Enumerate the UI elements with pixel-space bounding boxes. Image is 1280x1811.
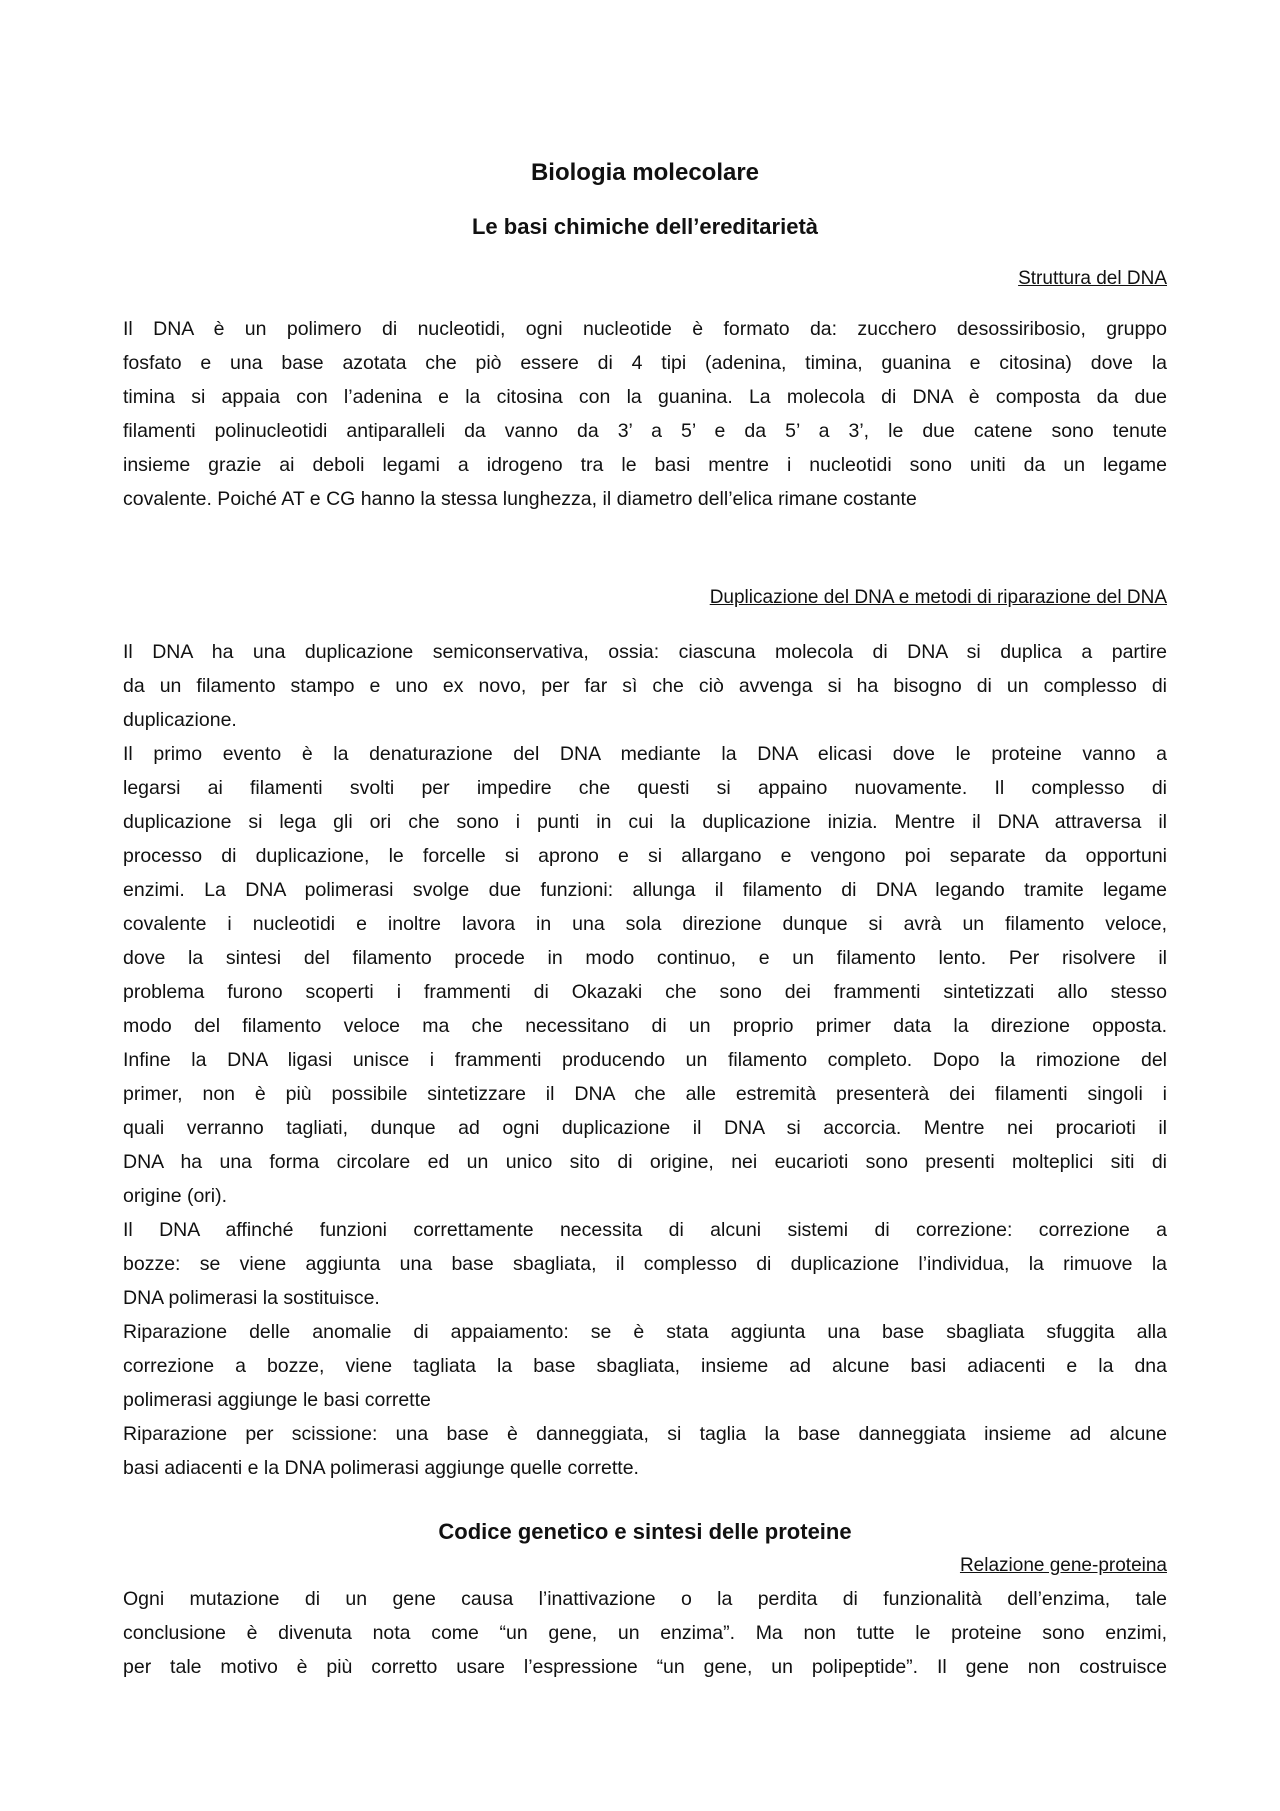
text-line: Il DNA affinché funzioni correttamente necessita di alcuni sistemi di correzione: correzione a [123, 1219, 1167, 1241]
text-line: insieme grazie ai deboli legami a idrogeno tra le basi mentre i nucleotidi sono uniti da un legame [123, 454, 1167, 476]
text-line: correzione a bozze, viene tagliata la base sbagliata, insieme ad alcune basi adiacenti e la dna [123, 1355, 1167, 1377]
text-line: fosfato e una base azotata che piò essere di 4 tipi (adenina, timina, guanina e citosina) dove la [123, 352, 1167, 374]
document-title: Biologia molecolare [530, 159, 760, 186]
text-line: duplicazione si lega gli ori che sono i punti in cui la duplicazione inizia. Mentre il DNA attraversa il [123, 811, 1167, 833]
paragraph-relazione [123, 1582, 1167, 1684]
section-heading-relazione [123, 1553, 1167, 1579]
text-line: Il DNA ha una duplicazione semiconservativa, ossia: ciascuna molecola di DNA si duplica a partire [123, 641, 1167, 663]
text-line: modo del filamento veloce ma che necessitano di un proprio primer data la direzione opposta. [123, 1015, 1167, 1037]
text-line: processo di duplicazione, le forcelle si aprono e si allargano e vengono poi separate da opportuni [123, 845, 1167, 867]
text-line: Riparazione delle anomalie di appaiamento: se è stata aggiunta una base sbagliata sfuggita alla [123, 1321, 1167, 1343]
chapter-title-codice: Codice genetico e sintesi delle proteine [438, 1519, 852, 1544]
section-heading-text: Duplicazione del DNA e metodi di riparazione del DNA [709, 587, 1167, 608]
text-line: Il primo evento è la denaturazione del DNA mediante la DNA elicasi dove le proteine vanno a [123, 743, 1167, 765]
text-line: conclusione è divenuta nota come “un gene, un enzima”. Ma non tutte le proteine sono enzimi, [123, 1622, 1167, 1644]
text-line: per tale motivo è più corretto usare l’espressione “un gene, un polipeptide”. Il gene non costruisce [123, 1656, 1167, 1678]
section-heading-duplicazione [123, 585, 1167, 611]
text-line: origine (ori). [123, 1185, 228, 1207]
text-line: polimerasi aggiunge le basi corrette [123, 1389, 431, 1411]
text-line: Il DNA è un polimero di nucleotidi, ogni nucleotide è formato da: zucchero desossiribosio, gruppo [123, 318, 1167, 340]
text-line: covalente. Poiché AT e CG hanno la stessa lunghezza, il diametro dell’elica rimane costante [123, 488, 917, 510]
text-line: enzimi. La DNA polimerasi svolge due funzioni: allunga il filamento di DNA legando tramite legame [123, 879, 1167, 901]
text-line: basi adiacenti e la DNA polimerasi aggiunge quelle corrette. [123, 1457, 639, 1479]
text-line: filamenti polinucleotidi antiparalleli da vanno da 3’ a 5’ e da 5’ a 3’, le due catene sono tenute [123, 420, 1167, 442]
text-line: timina si appaia con l’adenina e la citosina con la guanina. La molecola di DNA è composta da due [123, 386, 1167, 408]
text-line: Riparazione per scissione: una base è danneggiata, si taglia la base danneggiata insieme ad alcune [123, 1423, 1167, 1445]
text-line: DNA polimerasi la sostituisce. [123, 1287, 380, 1309]
paragraph-duplicazione [123, 635, 1167, 1485]
section-heading-struttura [123, 266, 1167, 292]
section-heading-text: Relazione gene-proteina [959, 1555, 1167, 1576]
paragraph-struttura [123, 312, 1167, 516]
text-line: problema furono scoperti i frammenti di Okazaki che sono dei frammenti sintetizzati allo stesso [123, 981, 1167, 1003]
section-heading-text: Struttura del DNA [1018, 268, 1167, 289]
text-line: dove la sintesi del filamento procede in modo continuo, e un filamento lento. Per risolvere il [123, 947, 1167, 969]
text-line: da un filamento stampo e uno ex novo, per far sì che ciò avvenga si ha bisogno di un complesso di [123, 675, 1167, 697]
chapter-title: Le basi chimiche dell’ereditarietà [471, 214, 819, 239]
text-line: Ogni mutazione di un gene causa l’inattivazione o la perdita di funzionalità dell’enzima, tale [123, 1588, 1167, 1610]
text-line: duplicazione. [123, 709, 237, 731]
text-line: Infine la DNA ligasi unisce i frammenti producendo un filamento completo. Dopo la rimozione del [123, 1049, 1167, 1071]
text-line: legarsi ai filamenti svolti per impedire che questi si appaino nuovamente. Il complesso di [123, 777, 1167, 799]
text-line: primer, non è più possibile sintetizzare il DNA che alle estremità presenterà dei filamenti singoli i [123, 1083, 1167, 1105]
text-line: quali verranno tagliati, dunque ad ogni duplicazione il DNA si accorcia. Mentre nei procarioti il [123, 1117, 1167, 1139]
text-line: bozze: se viene aggiunta una base sbagliata, il complesso di duplicazione l’individua, la rimuove la [123, 1253, 1167, 1275]
text-line: covalente i nucleotidi e inoltre lavora in una sola direzione dunque si avrà un filamento veloce, [123, 913, 1167, 935]
text-line: DNA ha una forma circolare ed un unico sito di origine, nei eucarioti sono presenti molteplici siti di [123, 1151, 1167, 1173]
